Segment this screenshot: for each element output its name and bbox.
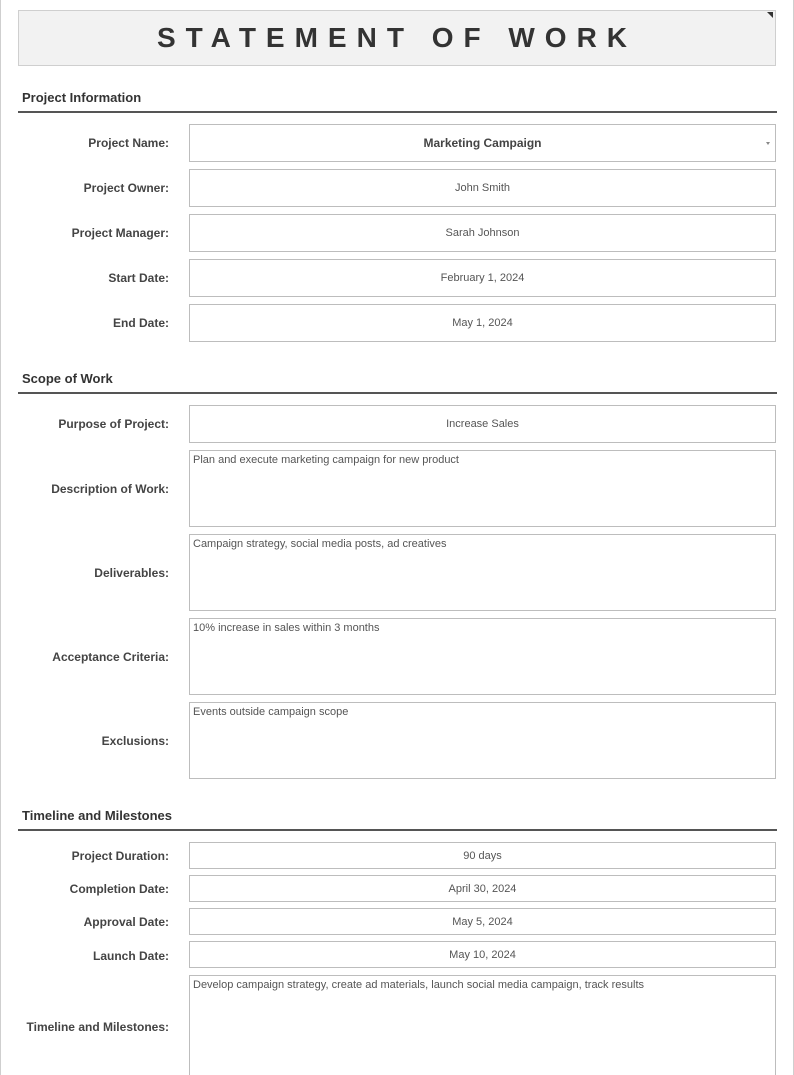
project-duration-label: Project Duration: [71,849,169,863]
project-name-value: Marketing Campaign [423,136,542,150]
description-textarea[interactable]: Plan and execute marketing campaign for new product [189,450,776,527]
project-name-select[interactable] [189,124,776,162]
exclusions-textarea[interactable]: Events outside campaign scope [189,702,776,779]
page-title: STATEMENT OF WORK [156,22,638,53]
section-timeline-and-milestones [18,807,777,831]
deliverables-label: Deliverables: [94,566,169,580]
section-title: Timeline and Milestones [22,808,173,823]
section-project-information [18,89,777,113]
title-banner [18,10,776,66]
purpose-label: Purpose of Project: [58,417,169,431]
launch-date-label: Launch Date: [92,949,169,963]
project-name-label: Project Name: [88,136,169,150]
exclusions-label: Exclusions: [101,734,169,748]
deliverables-textarea[interactable]: Campaign strategy, social media posts, ad creatives [189,534,776,611]
start-date-field[interactable]: February 1, 2024 [189,259,776,297]
timeline-milestones-textarea[interactable]: Develop campaign strategy, create ad materials, launch social media campaign, track results [189,975,776,1075]
project-owner-field[interactable]: John Smith [189,169,776,207]
section-title: Scope of Work [22,371,113,386]
approval-date-label: Approval Date: [83,915,169,929]
completion-date-field[interactable]: April 30, 2024 [189,875,776,902]
project-manager-field[interactable]: Sarah Johnson [189,214,776,252]
end-date-label: End Date: [112,316,169,330]
acceptance-criteria-label: Acceptance Criteria: [52,650,169,664]
completion-date-label: Completion Date: [69,882,169,896]
end-date-field[interactable]: May 1, 2024 [189,304,776,342]
corner-resize-icon [767,12,773,18]
project-manager-label: Project Manager: [71,226,169,240]
project-owner-label: Project Owner: [83,181,169,195]
project-duration-field[interactable]: 90 days [189,842,776,869]
timeline-milestones-label: Timeline and Milestones: [26,1020,169,1034]
purpose-field[interactable]: Increase Sales [189,405,776,443]
section-scope-of-work [18,370,777,394]
chevron-down-icon[interactable] [766,142,770,145]
launch-date-field[interactable]: May 10, 2024 [189,941,776,968]
start-date-label: Start Date: [108,271,169,285]
description-label: Description of Work: [51,482,169,496]
section-title: Project Information [22,90,142,105]
approval-date-field[interactable]: May 5, 2024 [189,908,776,935]
acceptance-criteria-textarea[interactable]: 10% increase in sales within 3 months [189,618,776,695]
